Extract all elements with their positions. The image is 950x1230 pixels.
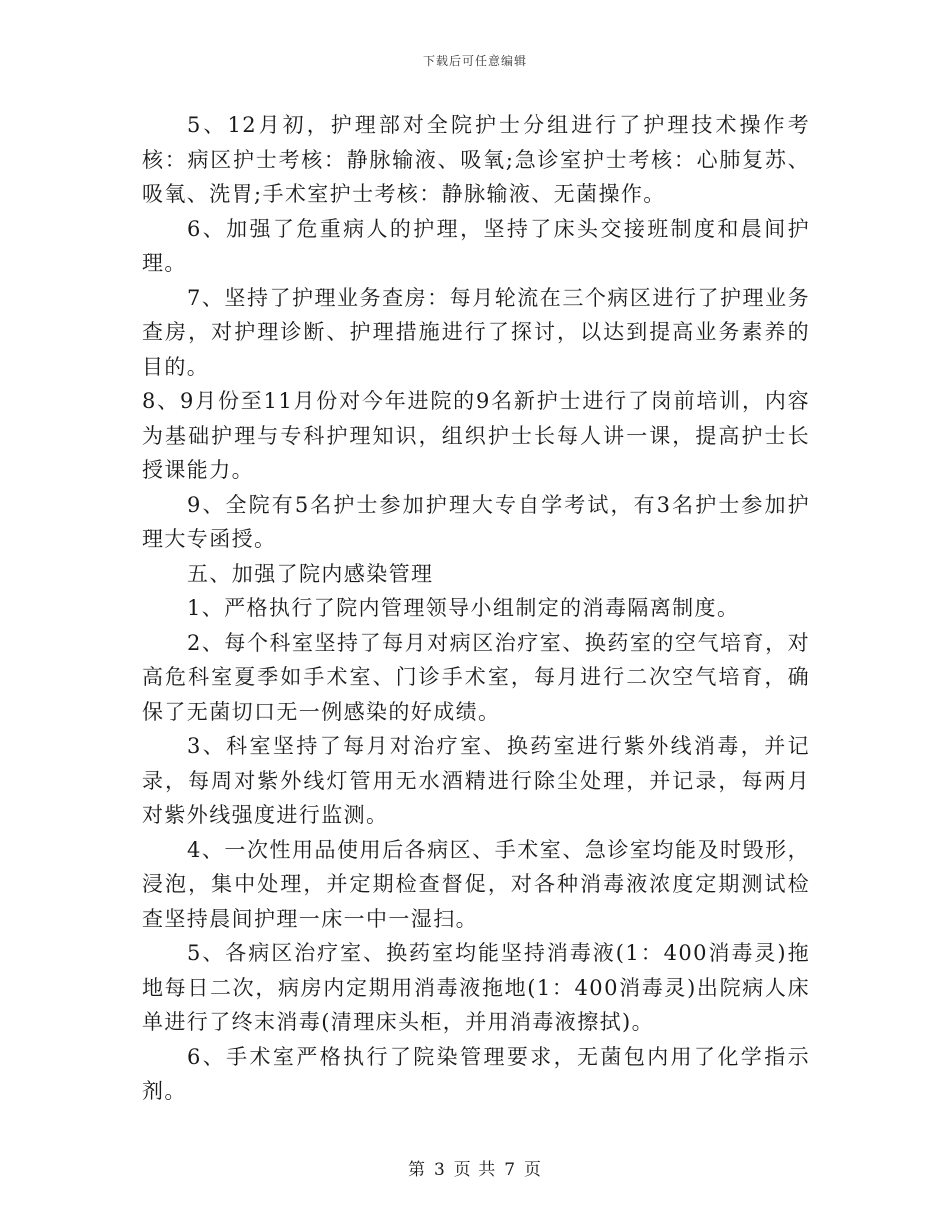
page-header: 下载后可任意编辑	[422, 54, 527, 68]
paragraph-item-5-exam: 5、12月初，护理部对全院护士分组进行了护理技术操作考核：病区护士考核：静脉输液、吸氧;急诊室护士考核：心肺复苏、吸氧、洗胃;手术室护士考核：静脉输液、无菌操作。	[142, 113, 810, 206]
paragraph-item-7-ward-rounds: 7、坚持了护理业务查房：每月轮流在三个病区进行了护理业务查房，对护理诊断、护理措施进行了探讨，以达到提高业务素养的目的。	[142, 285, 810, 379]
paragraph-infection-item-1: 1、严格执行了院内管理领导小组制定的消毒隔离制度。	[187, 596, 740, 620]
page-footer	[0, 1155, 950, 1180]
paragraph-item-6-critical-care: 6、加强了危重病人的护理，坚持了床头交接班制度和晨间护理。	[142, 216, 810, 275]
footer-suffix: 页	[524, 1160, 543, 1180]
paragraph-infection-item-5: 5、各病区治疗室、换药室均能坚持消毒液(1：400消毒灵)拖地每日二次，病房内定期用消毒液拖地(1：400消毒灵)出院病人床单进行了终末消毒(清理床头柜，并用消毒液擦拭)。	[142, 941, 810, 1034]
paragraph-infection-item-3: 3、科室坚持了每月对治疗室、换药室进行紫外线消毒，并记录，每周对紫外线灯管用无水酒精进行除尘处理，并记录，每两月对紫外线强度进行监测。	[142, 734, 810, 827]
paragraph-infection-item-2: 2、每个科室坚持了每月对病区治疗室、换药室的空气培育，对高危科室夏季如手术室、门诊手术室，每月进行二次空气培育，确保了无菌切口无一例感染的好成绩。	[142, 630, 810, 724]
paragraph-infection-item-6: 6、手术室严格执行了院染管理要求，无菌包内用了化学指示剂。	[142, 1044, 810, 1103]
footer-prefix: 第	[407, 1160, 426, 1180]
paragraph-item-9-education: 9、全院有5名护士参加护理大专自学考试，有3名护士参加护理大专函授。	[142, 492, 810, 551]
total-pages-number: 7	[504, 1160, 517, 1180]
section-heading-infection-control: 五、加强了院内感染管理	[187, 561, 434, 586]
paragraph-item-8-training: 8、9月份至11月份对今年进院的9名新护士进行了岗前培训，内容为基础护理与专科护理知识，组织护士长每人讲一课，提高护士长授课能力。	[142, 389, 810, 482]
paragraph-infection-item-4: 4、一次性用品使用后各病区、手术室、急诊室均能及时毁形，浸泡，集中处理，并定期检查督促，对各种消毒液浓度定期测试检查坚持晨间护理一床一中一湿扫。	[142, 837, 810, 931]
footer-middle: 页 共	[453, 1160, 497, 1180]
current-page-number: 3	[433, 1160, 446, 1180]
document-body	[142, 108, 810, 1109]
